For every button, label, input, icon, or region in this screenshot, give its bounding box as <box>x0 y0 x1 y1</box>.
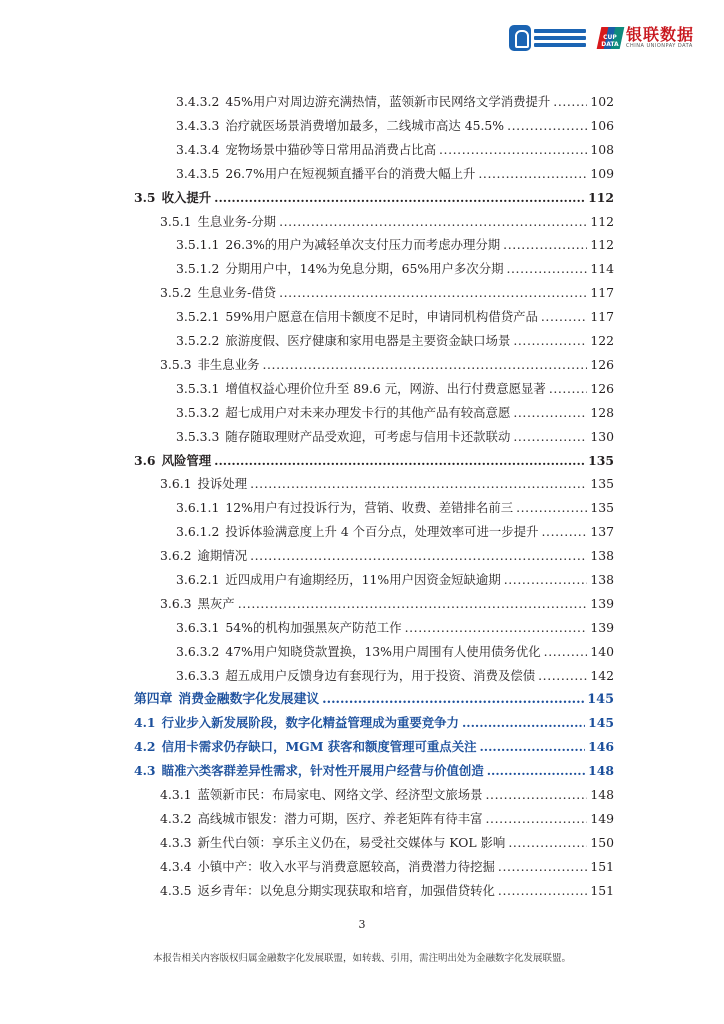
toc-dot-leader <box>506 260 587 278</box>
toc-entry-number: 3.5.2.1 <box>176 309 220 325</box>
toc-dot-leader <box>498 882 587 900</box>
toc-dot-leader <box>507 117 587 135</box>
toc-dot-leader <box>479 738 585 756</box>
toc-entry-title: 54%的机构加强黑灰产防范工作 <box>225 619 402 635</box>
toc-entry[interactable] <box>160 834 614 852</box>
toc-entry[interactable] <box>160 213 614 231</box>
toc-entry-page: 109 <box>590 165 614 181</box>
toc-entry-title: 治疗就医场景消费增加最多，二线城市高达 45.5% <box>225 117 505 133</box>
toc-entry[interactable] <box>134 714 614 732</box>
toc-entry-number: 3.6.3 <box>160 595 192 611</box>
toc-entry-title: 高线城市银发：潜力可期，医疗、养老矩阵有待丰富 <box>197 811 483 826</box>
toc-entry[interactable] <box>176 404 614 422</box>
toc-entry-title: 逾期情况 <box>197 548 248 564</box>
page-number: 3 <box>358 918 366 931</box>
toc-entry[interactable] <box>176 236 614 254</box>
toc-entry-title: 小镇中产：收入水平与消费意愿较高，消费潜力待挖掘 <box>197 858 495 874</box>
toc-dot-leader <box>498 858 587 876</box>
toc-entry-title: 旅游度假、医疗健康和家用电器是主要资金缺口场景 <box>225 333 511 348</box>
toc-entry-number: 4.3.3 <box>160 834 192 850</box>
toc-dot-leader <box>279 213 587 231</box>
toc-entry[interactable] <box>176 380 614 398</box>
toc-entry[interactable] <box>160 547 614 565</box>
toc-entry[interactable] <box>176 141 614 159</box>
toc-entry-page: 142 <box>590 667 614 683</box>
toc-entry-page: 130 <box>590 428 614 444</box>
toc-dot-leader <box>516 499 587 517</box>
toc-dot-leader <box>462 714 585 732</box>
toc-entry-number: 3.5.1.2 <box>176 261 220 277</box>
toc-entry-page: 112 <box>590 237 614 253</box>
toc-entry[interactable] <box>160 284 614 302</box>
toc-entry-page: 151 <box>590 882 614 898</box>
toc-entry-title: 47%用户知晓贷款置换，13%用户周围有人使用债务优化 <box>225 643 541 659</box>
toc-dot-leader <box>214 452 585 470</box>
toc-entry-title: 12%用户有过投诉行为，营销、收费、差错排名前三 <box>225 500 514 516</box>
toc-dot-leader <box>553 93 587 111</box>
toc-entry-title: 风险管理 <box>161 452 212 468</box>
toc-dot-leader <box>262 356 587 374</box>
unionpay-data-english-name: CHINA UNIONPAY DATA <box>625 43 693 49</box>
toc-dot-leader <box>542 523 588 541</box>
toc-entry[interactable] <box>176 523 614 541</box>
toc-entry-page: 140 <box>590 643 614 659</box>
toc-entry[interactable] <box>176 428 614 446</box>
toc-entry-page: 108 <box>590 141 614 157</box>
toc-entry-number: 4.3 <box>134 763 156 779</box>
toc-entry-title: 增值权益心理价位升至 89.6 元，网游、出行付费意愿显著 <box>225 380 546 396</box>
alliance-logo-wordmark <box>534 27 586 49</box>
toc-dot-leader <box>503 236 587 254</box>
toc-entry-title: 投诉体验满意度上升 4 个百分点，处理效率可进一步提升 <box>225 524 539 540</box>
toc-entry-title: 行业步入新发展阶段，数字化精益管理成为重要竞争力 <box>161 715 459 731</box>
toc-entry-number: 3.6.1.2 <box>176 524 220 540</box>
header-logos <box>509 22 694 54</box>
toc-entry[interactable] <box>134 691 614 709</box>
toc-dot-leader <box>513 332 587 350</box>
toc-dot-leader <box>486 786 588 804</box>
toc-entry-title: 分期用户中，14%为免息分期，65%用户多次分期 <box>225 261 504 277</box>
toc-entry-page: 151 <box>590 858 614 874</box>
toc-entry-number: 4.2 <box>134 739 156 755</box>
toc-entry-number: 4.3.2 <box>160 811 192 826</box>
toc-entry[interactable] <box>134 452 614 470</box>
toc-entry-title: 26.3%的用户为减轻单次支付压力而考虑办理分期 <box>225 237 501 253</box>
toc-entry-title: 收入提升 <box>161 189 212 205</box>
toc-entry[interactable] <box>134 738 614 756</box>
toc-dot-leader <box>513 428 587 446</box>
toc-entry-page: 126 <box>590 356 614 372</box>
cup-data-logo-icon: CUP DATA <box>597 25 623 51</box>
toc-entry-page: 148 <box>588 763 614 779</box>
toc-dot-leader <box>549 380 588 398</box>
toc-entry-number: 3.5.1.1 <box>176 237 220 253</box>
toc-entry-title: 超七成用户对未来办理发卡行的其他产品有较高意愿 <box>225 404 511 420</box>
toc-dot-leader <box>486 810 588 828</box>
toc-entry-number: 3.6.1.1 <box>176 500 220 516</box>
toc-entry-number: 4.3.4 <box>160 858 192 874</box>
toc-entry-title: 黑灰产 <box>197 595 235 611</box>
toc-dot-leader <box>405 619 588 637</box>
toc-entry-number: 3.5 <box>134 189 156 205</box>
toc-entry[interactable] <box>176 667 614 685</box>
toc-entry-number: 4.3.1 <box>160 787 192 803</box>
toc-entry-page: 139 <box>590 619 614 635</box>
toc-entry-page: 148 <box>590 787 614 803</box>
toc-entry-title: 生息业务-借贷 <box>197 285 277 301</box>
toc-entry-page: 145 <box>588 715 614 731</box>
toc-entry-page: 128 <box>590 404 614 420</box>
toc-dot-leader <box>478 165 587 183</box>
toc-entry[interactable] <box>134 189 614 207</box>
toc-dot-leader <box>238 595 588 613</box>
toc-entry[interactable] <box>160 786 614 804</box>
alliance-logo-icon <box>509 25 531 51</box>
toc-entry-number: 3.6.3.3 <box>176 667 220 683</box>
toc-entry-number: 4.3.5 <box>160 882 192 898</box>
unionpay-data-name: 银联数据 <box>625 25 694 44</box>
toc-entry-number: 3.6.1 <box>160 476 192 492</box>
toc-entry[interactable] <box>176 165 614 183</box>
toc-entry-page: 114 <box>590 261 614 277</box>
toc-entry[interactable] <box>176 93 614 111</box>
toc-entry[interactable] <box>160 882 614 900</box>
toc-entry-title: 瞄准六类客群差异性需求，针对性开展用户经营与价值创造 <box>161 763 484 779</box>
toc-entry-page: 112 <box>590 213 614 229</box>
toc-entry-title: 新生代白领：享乐主义仍在，易受社交媒体与 KOL 影响 <box>197 834 506 850</box>
toc-entry-number: 3.4.3.2 <box>176 94 220 109</box>
unionpay-data-logo <box>597 25 694 51</box>
toc-entry[interactable] <box>176 260 614 278</box>
toc-entry-number: 3.5.3.1 <box>176 380 220 396</box>
toc-entry-page: 117 <box>590 285 614 301</box>
toc-entry-page: 150 <box>590 834 614 850</box>
toc-entry-number: 3.6.3.2 <box>176 643 220 659</box>
toc-entry-number: 3.6.2.1 <box>176 572 220 587</box>
toc-entry-title: 返乡青年：以免息分期实现获取和培育，加强借贷转化 <box>197 882 495 898</box>
toc-entry-page: 135 <box>588 452 614 468</box>
toc-entry-page: 138 <box>590 548 614 564</box>
toc-entry-number: 3.4.3.3 <box>176 117 220 133</box>
toc-entry-page: 102 <box>590 94 614 109</box>
toc-entry-number: 3.6 <box>134 452 156 468</box>
toc-dot-leader <box>508 834 587 852</box>
toc-entry-title: 59%用户愿意在信用卡额度不足时，申请同机构借贷产品 <box>225 309 538 325</box>
toc-entry[interactable] <box>176 117 614 135</box>
toc-entry-page: 149 <box>590 811 614 826</box>
toc-entry-page: 139 <box>590 595 614 611</box>
toc-entry[interactable] <box>176 499 614 517</box>
copyright-note: 本报告相关内容版权归属金融数字化发展联盟，如转载、引用，需注明出处为金融数字化发展联盟。 <box>152 953 571 964</box>
toc-entry-number: 3.5.3.2 <box>176 404 220 420</box>
toc-entry[interactable] <box>176 308 614 326</box>
toc-entry-page: 135 <box>590 476 614 492</box>
toc-entry-number: 3.5.2.2 <box>176 333 220 348</box>
toc-entry-title: 宠物场景中猫砂等日常用品消费占比高 <box>225 141 436 157</box>
toc-entry-number: 第四章 <box>134 691 173 707</box>
toc-dot-leader <box>322 691 584 709</box>
toc-entry-title: 近四成用户有逾期经历，11%用户因资金短缺逾期 <box>225 572 501 587</box>
toc-entry-number: 3.5.3.3 <box>176 428 220 444</box>
toc-entry-number: 3.4.3.4 <box>176 141 220 157</box>
toc-entry[interactable] <box>160 810 614 828</box>
alliance-logo <box>509 23 589 53</box>
toc-entry-title: 超五成用户反馈身边有套现行为，用于投资、消费及偿债 <box>225 667 536 683</box>
toc-dot-leader <box>487 762 585 780</box>
toc-entry-number: 3.6.2 <box>160 548 192 564</box>
toc-entry-page: 137 <box>590 524 614 540</box>
toc-entry-page: 145 <box>587 691 614 707</box>
toc-entry-page: 146 <box>588 739 614 755</box>
toc-entry[interactable] <box>176 619 614 637</box>
toc-dot-leader <box>250 547 587 565</box>
toc-entry[interactable] <box>160 595 614 613</box>
toc-entry-number: 3.5.1 <box>160 213 192 229</box>
toc-entry-title: 随存随取理财产品受欢迎，可考虑与信用卡还款联动 <box>225 428 511 444</box>
toc-entry-number: 3.5.2 <box>160 285 192 301</box>
toc-entry-page: 126 <box>590 380 614 396</box>
toc-dot-leader <box>250 475 587 493</box>
toc-entry[interactable] <box>176 332 614 350</box>
toc-entry-page: 117 <box>590 309 614 325</box>
toc-entry-title: 26.7%用户在短视频直播平台的消费大幅上升 <box>225 165 476 181</box>
toc-dot-leader <box>544 643 588 661</box>
toc-entry-page: 106 <box>590 117 614 133</box>
toc-entry-title: 信用卡需求仍存缺口，MGM 获客和额度管理可重点关注 <box>161 739 477 755</box>
toc-entry-title: 消费金融数字化发展建议 <box>178 691 320 707</box>
toc-entry-title: 45%用户对周边游充满热情，蓝领新市民网络文学消费提升 <box>225 94 551 109</box>
toc-dot-leader <box>541 308 587 326</box>
toc-dot-leader <box>214 189 585 207</box>
toc-dot-leader <box>504 571 588 589</box>
toc-entry[interactable] <box>160 858 614 876</box>
toc-entry[interactable] <box>160 356 614 374</box>
toc-entry-title: 投诉处理 <box>197 476 248 492</box>
toc-entry-page: 122 <box>590 333 614 348</box>
toc-entry-title: 蓝领新市民：布局家电、网络文学、经济型文旅场景 <box>197 787 483 803</box>
toc-entry[interactable] <box>176 571 614 589</box>
toc-dot-leader <box>513 404 587 422</box>
toc-dot-leader <box>538 667 587 685</box>
toc-entry-number: 3.5.3 <box>160 356 192 372</box>
toc-dot-leader <box>279 284 587 302</box>
toc-entry[interactable] <box>176 643 614 661</box>
toc-entry[interactable] <box>160 475 614 493</box>
toc-entry-page: 138 <box>590 572 614 587</box>
toc-entry-number: 3.4.3.5 <box>176 165 220 181</box>
toc-entry-number: 4.1 <box>134 715 156 731</box>
toc-entry-title: 生息业务-分期 <box>197 213 277 229</box>
toc-entry-page: 135 <box>590 500 614 516</box>
toc-entry-title: 非生息业务 <box>197 356 260 372</box>
toc-dot-leader <box>439 141 587 159</box>
toc-entry[interactable] <box>134 762 614 780</box>
toc-entry-number: 3.6.3.1 <box>176 619 220 635</box>
toc-entry-page: 112 <box>588 189 614 205</box>
